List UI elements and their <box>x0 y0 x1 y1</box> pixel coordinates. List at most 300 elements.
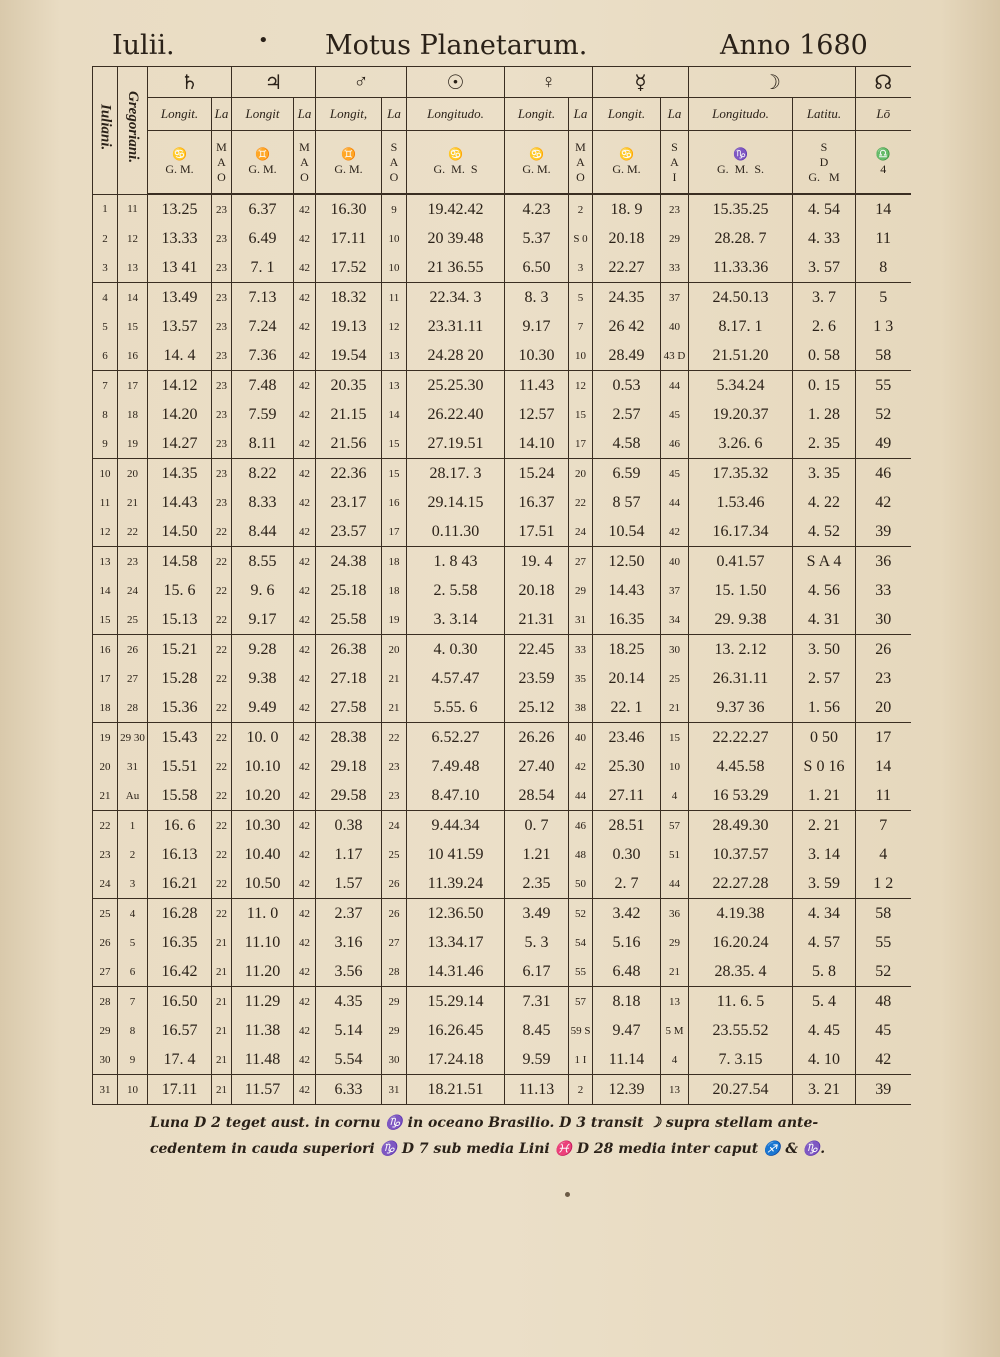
table-cell: 8.22 <box>232 459 294 489</box>
table-cell: 23 <box>212 283 232 313</box>
sign-header: S A I <box>661 131 689 195</box>
table-cell: 23 <box>212 371 232 401</box>
venus-symbol: ♀ <box>505 67 593 98</box>
table-cell: 4. 57 <box>793 928 856 957</box>
table-cell: 42 <box>294 459 316 489</box>
table-cell: 15 <box>569 400 593 429</box>
table-cell: 42 <box>294 1016 316 1045</box>
table-cell: 4.57.47 <box>407 664 505 693</box>
table-row <box>93 253 911 283</box>
table-row <box>93 811 911 841</box>
table-row <box>93 664 911 693</box>
column-label: La <box>212 98 232 131</box>
table-cell: 1 3 <box>856 312 911 341</box>
table-cell: 4. 34 <box>793 899 856 929</box>
table-cell: 20.27.54 <box>689 1075 793 1105</box>
table-cell: 51 <box>661 840 689 869</box>
table-cell: 23 <box>212 194 232 224</box>
table-cell: 52 <box>569 899 593 929</box>
table-cell: 17.52 <box>316 253 382 283</box>
table-cell: 8.44 <box>232 517 294 547</box>
table-cell: 42 <box>294 371 316 401</box>
table-row <box>93 928 911 957</box>
table-cell: 49 <box>856 429 911 459</box>
table-cell: 25.18 <box>316 576 382 605</box>
table-row <box>93 1016 911 1045</box>
table-cell: 35 <box>569 664 593 693</box>
table-cell: 14.35 <box>148 459 212 489</box>
table-cell: 4 <box>856 840 911 869</box>
table-cell: 14 <box>93 576 118 605</box>
table-cell: 10 41.59 <box>407 840 505 869</box>
table-cell: 6.49 <box>232 224 294 253</box>
table-row <box>93 693 911 723</box>
table-cell: 4 <box>661 781 689 811</box>
table-cell: 9.49 <box>232 693 294 723</box>
table-cell: 28.28. 7 <box>689 224 793 253</box>
table-cell: 17.24.18 <box>407 1045 505 1075</box>
table-cell: 48 <box>569 840 593 869</box>
table-cell: 36 <box>661 899 689 929</box>
table-cell: 16 53.29 <box>689 781 793 811</box>
table-cell: 22. 1 <box>593 693 661 723</box>
column-label: Longit. <box>505 98 569 131</box>
table-cell: 11.43 <box>505 371 569 401</box>
table-cell: 8 57 <box>593 488 661 517</box>
table-cell: 8.17. 1 <box>689 312 793 341</box>
table-cell: 14.20 <box>148 400 212 429</box>
table-cell: 7.24 <box>232 312 294 341</box>
table-cell: 7.48 <box>232 371 294 401</box>
mercury-symbol: ☿ <box>593 67 689 98</box>
table-cell: 14.27 <box>148 429 212 459</box>
table-cell: 2. 35 <box>793 429 856 459</box>
table-row <box>93 488 911 517</box>
table-cell: 13 <box>382 341 407 371</box>
sign-header: M A O <box>212 131 232 195</box>
table-cell: 17. 4 <box>148 1045 212 1075</box>
table-cell: 8.11 <box>232 429 294 459</box>
table-cell: 6.52.27 <box>407 723 505 753</box>
sun-symbol: ☉ <box>407 67 505 98</box>
running-head-month: Iulii. <box>112 30 175 61</box>
table-cell: 26.26 <box>505 723 569 753</box>
table-cell: 9.17 <box>232 605 294 635</box>
table-cell: 6 <box>118 957 148 987</box>
table-cell: 5.16 <box>593 928 661 957</box>
julian-header: Iuliani. <box>93 67 118 195</box>
table-cell: 11.14 <box>593 1045 661 1075</box>
table-cell: 28.49.30 <box>689 811 793 841</box>
table-cell: 10 <box>382 224 407 253</box>
table-cell: 44 <box>661 488 689 517</box>
table-cell: 5.54 <box>316 1045 382 1075</box>
table-cell: 54 <box>569 928 593 957</box>
table-cell: 27 <box>93 957 118 987</box>
table-cell: 21 36.55 <box>407 253 505 283</box>
table-cell: 6.37 <box>232 194 294 224</box>
table-cell: 22 <box>212 576 232 605</box>
table-cell: 33 <box>569 635 593 665</box>
zodiac-sign-row <box>93 131 911 195</box>
ephemeris-table <box>92 66 911 1105</box>
table-cell: 5. 8 <box>793 957 856 987</box>
table-cell: 13 <box>382 371 407 401</box>
table-cell: 2. 7 <box>593 869 661 899</box>
table-cell: 23 <box>212 224 232 253</box>
table-cell: 28.51 <box>593 811 661 841</box>
table-cell: 4.45.58 <box>689 752 793 781</box>
table-cell: S A 4 <box>793 547 856 577</box>
table-cell: 42 <box>294 312 316 341</box>
table-cell: 21.31 <box>505 605 569 635</box>
table-cell: 6.59 <box>593 459 661 489</box>
table-cell: 16.35 <box>148 928 212 957</box>
table-cell: 21 <box>212 1016 232 1045</box>
table-cell: 10.37.57 <box>689 840 793 869</box>
day-group <box>93 723 911 811</box>
table-cell: 3. 7 <box>793 283 856 313</box>
table-cell: 20 <box>856 693 911 723</box>
table-row <box>93 371 911 401</box>
table-cell: 23 <box>856 664 911 693</box>
table-cell: 22.27 <box>593 253 661 283</box>
table-cell: 20 <box>118 459 148 489</box>
table-cell: 4. 31 <box>793 605 856 635</box>
table-cell: 16.28 <box>148 899 212 929</box>
table-cell: 25 <box>661 664 689 693</box>
table-cell: 31 <box>569 605 593 635</box>
table-cell: 13.25 <box>148 194 212 224</box>
table-cell: 22 <box>212 899 232 929</box>
table-cell: 1. 56 <box>793 693 856 723</box>
sign-header: ♋ G. M. <box>148 131 212 195</box>
table-cell: 15.58 <box>148 781 212 811</box>
table-cell: 15.29.14 <box>407 987 505 1017</box>
table-cell: 25.30 <box>593 752 661 781</box>
table-cell: 52 <box>856 400 911 429</box>
table-cell: 0. 7 <box>505 811 569 841</box>
table-cell: 4. 52 <box>793 517 856 547</box>
table-cell: 17 <box>856 723 911 753</box>
table-cell: 24.28 20 <box>407 341 505 371</box>
table-cell: 2.57 <box>593 400 661 429</box>
table-cell: 23 <box>212 488 232 517</box>
table-cell: 12 <box>93 517 118 547</box>
table-cell: 26 <box>118 635 148 665</box>
table-cell: 42 <box>294 928 316 957</box>
table-cell: 7 <box>569 312 593 341</box>
table-cell: 5. 4 <box>793 987 856 1017</box>
table-cell: 10 <box>569 341 593 371</box>
sign-header: M A O <box>294 131 316 195</box>
table-cell: 24 <box>118 576 148 605</box>
table-cell: 6.17 <box>505 957 569 987</box>
table-cell: 10 <box>93 459 118 489</box>
table-cell: 21.15 <box>316 400 382 429</box>
table-cell: 1.21 <box>505 840 569 869</box>
table-cell: 12.39 <box>593 1075 661 1105</box>
sign-header: ♋ G. M. S <box>407 131 505 195</box>
table-cell: 11 <box>118 194 148 224</box>
table-cell: 23 <box>212 459 232 489</box>
table-cell: 14 <box>856 194 911 224</box>
table-cell: 1. 8 43 <box>407 547 505 577</box>
table-cell: 1.57 <box>316 869 382 899</box>
table-cell: 22 <box>212 752 232 781</box>
table-cell: 18 <box>382 547 407 577</box>
table-cell: 24.38 <box>316 547 382 577</box>
table-cell: 11 <box>382 283 407 313</box>
table-cell: 26.22.40 <box>407 400 505 429</box>
table-cell: 44 <box>661 371 689 401</box>
table-cell: 2 <box>93 224 118 253</box>
table-cell: 42 <box>294 605 316 635</box>
table-cell: 18 <box>382 576 407 605</box>
table-cell: 55 <box>856 371 911 401</box>
table-cell: 4 <box>93 283 118 313</box>
table-cell: 15.21 <box>148 635 212 665</box>
table-row <box>93 957 911 987</box>
table-cell: 1. 28 <box>793 400 856 429</box>
table-cell: 3. 21 <box>793 1075 856 1105</box>
table-cell: 17 <box>118 371 148 401</box>
table-cell: 42 <box>294 957 316 987</box>
table-cell: 8. 3 <box>505 283 569 313</box>
table-row <box>93 752 911 781</box>
table-cell: 7.59 <box>232 400 294 429</box>
table-cell: 46 <box>569 811 593 841</box>
table-cell: 42 <box>294 1075 316 1105</box>
table-cell: 42 <box>294 987 316 1017</box>
table-cell: 42 <box>294 341 316 371</box>
table-cell: 4.19.38 <box>689 899 793 929</box>
table-cell: 12.36.50 <box>407 899 505 929</box>
table-cell: 1 <box>118 811 148 841</box>
table-cell: 17.51 <box>505 517 569 547</box>
table-cell: 19 <box>382 605 407 635</box>
moon-symbol: ☽ <box>689 67 856 98</box>
table-cell: 22.36 <box>316 459 382 489</box>
table-cell: 29. 9.38 <box>689 605 793 635</box>
table-cell: 13 <box>661 1075 689 1105</box>
column-label: La <box>569 98 593 131</box>
table-cell: 45 <box>856 1016 911 1045</box>
table-cell: 26 <box>382 869 407 899</box>
table-cell: 1 2 <box>856 869 911 899</box>
sign-header: ♋ G. M. <box>505 131 569 195</box>
table-cell: 23 <box>212 253 232 283</box>
table-row <box>93 869 911 899</box>
table-cell: 23 <box>212 341 232 371</box>
sign-header: ♊ G. M. <box>316 131 382 195</box>
table-cell: 42 <box>856 1045 911 1075</box>
table-cell: 30 <box>856 605 911 635</box>
table-cell: 21.51.20 <box>689 341 793 371</box>
table-cell: 42 <box>294 283 316 313</box>
table-cell: 20.35 <box>316 371 382 401</box>
table-cell: 4.23 <box>505 194 569 224</box>
table-cell: 1.53.46 <box>689 488 793 517</box>
table-cell: 9.47 <box>593 1016 661 1045</box>
table-cell: 24 <box>569 517 593 547</box>
day-group <box>93 987 911 1075</box>
table-cell: 28.35. 4 <box>689 957 793 987</box>
table-cell: 14.43 <box>148 488 212 517</box>
table-cell: 0. 58 <box>793 341 856 371</box>
node-symbol: ☊ <box>856 67 911 98</box>
table-cell: 24.35 <box>593 283 661 313</box>
table-cell: 28.38 <box>316 723 382 753</box>
table-cell: 28.54 <box>505 781 569 811</box>
table-cell: 10.50 <box>232 869 294 899</box>
table-cell: 4. 33 <box>793 224 856 253</box>
table-cell: 21.56 <box>316 429 382 459</box>
ink-blot <box>565 1192 570 1197</box>
column-label: Longitudo. <box>689 98 793 131</box>
planet-symbol-row <box>93 67 911 98</box>
table-cell: 31 <box>118 752 148 781</box>
table-cell: 25 <box>118 605 148 635</box>
table-row <box>93 1045 911 1075</box>
table-cell: 16.50 <box>148 987 212 1017</box>
table-cell: 9. 6 <box>232 576 294 605</box>
table-cell: 22 <box>118 517 148 547</box>
table-cell: 11 <box>93 488 118 517</box>
table-cell: 31 <box>93 1075 118 1105</box>
table-cell: 21 <box>382 664 407 693</box>
table-cell: 16. 6 <box>148 811 212 841</box>
table-cell: 5 <box>856 283 911 313</box>
table-cell: 42 <box>294 664 316 693</box>
table-cell: 25 <box>93 899 118 929</box>
table-cell: 0 50 <box>793 723 856 753</box>
table-cell: 26.31.11 <box>689 664 793 693</box>
column-label: Longit, <box>316 98 382 131</box>
table-cell: 18. 9 <box>593 194 661 224</box>
table-cell: 11.39.24 <box>407 869 505 899</box>
table-cell: 42 <box>294 488 316 517</box>
table-cell: 16 <box>93 635 118 665</box>
column-label: Longitudo. <box>407 98 505 131</box>
table-cell: 42 <box>294 429 316 459</box>
table-cell: 0. 15 <box>793 371 856 401</box>
table-cell: 9.28 <box>232 635 294 665</box>
table-cell: 12 <box>569 371 593 401</box>
table-cell: 19 <box>118 429 148 459</box>
table-row <box>93 312 911 341</box>
table-cell: 21 <box>212 928 232 957</box>
table-row <box>93 723 911 753</box>
table-cell: 7.31 <box>505 987 569 1017</box>
table-cell: 15. 1.50 <box>689 576 793 605</box>
table-cell: 7. 1 <box>232 253 294 283</box>
table-cell: 22 <box>212 723 232 753</box>
table-cell: 31 <box>382 1075 407 1105</box>
table-cell: 5 M <box>661 1016 689 1045</box>
table-cell: 22.45 <box>505 635 569 665</box>
day-group <box>93 1075 911 1105</box>
table-cell: 15.35.25 <box>689 194 793 224</box>
table-cell: 25.12 <box>505 693 569 723</box>
table-cell: 42 <box>294 635 316 665</box>
column-label-row <box>93 98 911 131</box>
table-cell: 11.38 <box>232 1016 294 1045</box>
sign-header: S A O <box>382 131 407 195</box>
table-cell: 21 <box>661 957 689 987</box>
table-cell: 46 <box>661 429 689 459</box>
table-cell: 2 <box>569 194 593 224</box>
table-cell: 10 <box>382 253 407 283</box>
table-cell: 7 <box>118 987 148 1017</box>
table-cell: 17 <box>382 517 407 547</box>
table-cell: 8.55 <box>232 547 294 577</box>
table-cell: 21 <box>212 957 232 987</box>
table-cell: 3. 50 <box>793 635 856 665</box>
table-cell: 22.27.28 <box>689 869 793 899</box>
table-cell: 3. 3.14 <box>407 605 505 635</box>
table-cell: 42 <box>661 517 689 547</box>
table-cell: 20 <box>93 752 118 781</box>
table-cell: 21 <box>661 693 689 723</box>
table-cell: 2 <box>118 840 148 869</box>
table-cell: 5.37 <box>505 224 569 253</box>
sign-header: ♋ G. M. <box>593 131 661 195</box>
table-cell: 42 <box>294 194 316 224</box>
table-cell: 14.12 <box>148 371 212 401</box>
table-cell: 6.33 <box>316 1075 382 1105</box>
table-cell: 22 <box>212 869 232 899</box>
table-cell: 1 <box>93 194 118 224</box>
table-cell: 22 <box>212 664 232 693</box>
sign-header: S D G. M <box>793 131 856 195</box>
table-row <box>93 194 911 224</box>
table-cell: 10.40 <box>232 840 294 869</box>
table-cell: 11.13 <box>505 1075 569 1105</box>
table-cell: 12 <box>382 312 407 341</box>
table-cell: 19.54 <box>316 341 382 371</box>
table-cell: 4. 54 <box>793 194 856 224</box>
table-cell: 19.42.42 <box>407 194 505 224</box>
table-cell: 16.13 <box>148 840 212 869</box>
table-cell: 20.18 <box>505 576 569 605</box>
table-cell: 45 <box>661 459 689 489</box>
table-cell: 8.45 <box>505 1016 569 1045</box>
table-cell: 44 <box>661 869 689 899</box>
table-cell: 40 <box>661 312 689 341</box>
column-label: Longit. <box>148 98 212 131</box>
table-cell: 21 <box>212 1045 232 1075</box>
table-cell: 4 <box>118 899 148 929</box>
table-cell: 27.18 <box>316 664 382 693</box>
table-cell: 11.29 <box>232 987 294 1017</box>
table-cell: 3 <box>118 869 148 899</box>
table-cell: 2. 5.58 <box>407 576 505 605</box>
table-cell: 1 I <box>569 1045 593 1075</box>
column-label: Lō <box>856 98 911 131</box>
table-cell: 29 <box>661 224 689 253</box>
table-cell: 15.24 <box>505 459 569 489</box>
table-cell: 23.59 <box>505 664 569 693</box>
table-cell: 15 <box>93 605 118 635</box>
table-cell: 36 <box>856 547 911 577</box>
table-cell: 4. 0.30 <box>407 635 505 665</box>
table-cell: Au <box>118 781 148 811</box>
table-cell: 42 <box>294 869 316 899</box>
table-cell: 15.13 <box>148 605 212 635</box>
table-cell: 10. 0 <box>232 723 294 753</box>
table-cell: 9 <box>93 429 118 459</box>
